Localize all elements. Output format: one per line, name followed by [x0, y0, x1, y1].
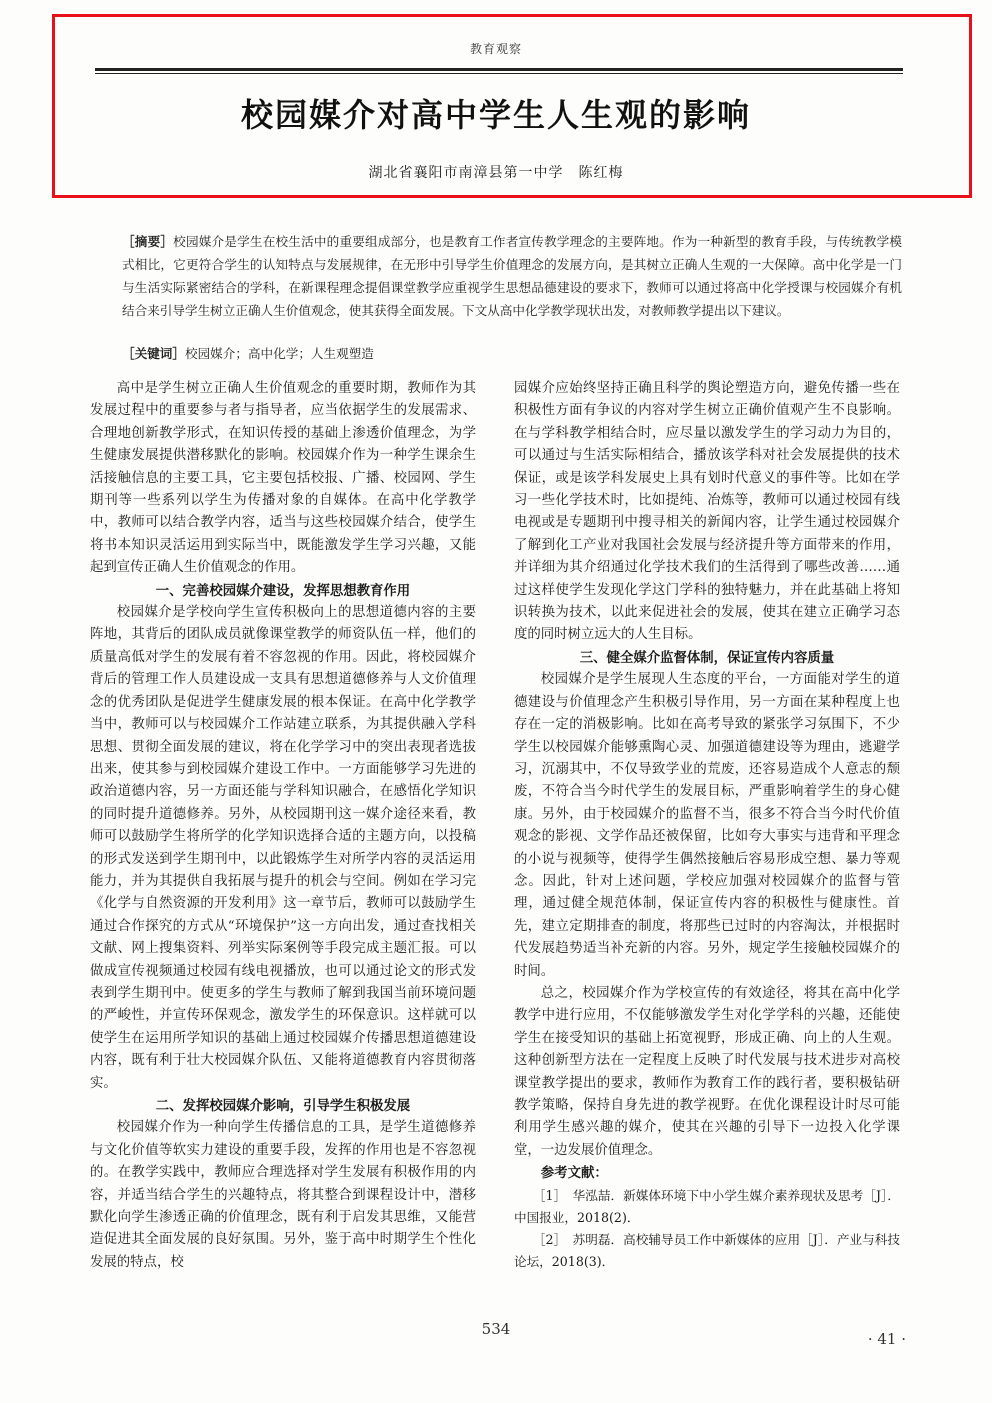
- journal-page-number: · 41 ·: [867, 1330, 906, 1348]
- body-paragraph: 高中是学生树立正确人生价值观念的重要时期，教师作为其发展过程中的重要参与者与指导者，应当依据学生的发展需求、合理地创新教学形式，在知识传授的基础上渗透价值理念，为学生健康发展提供潜移默化的影响。校园媒介作为一种学生课余生活接触信息的主要工具，它主要包括校报、广播、校园网、学生期刊等一些系列以学生为传播对象的自媒体。在高中化学教学中，教师可以结合教学内容，适当与这些校园媒介结合，使学生将书本知识灵活运用到实际当中，既能激发学生学习兴趣，又能起到宣传正确人生价值观念的作用。: [90, 381, 476, 576]
- abstract-label: ［摘要］: [122, 234, 174, 249]
- right-column: [514, 378, 900, 1273]
- header-rule-thick: [95, 68, 903, 71]
- article-title: 校园媒介对高中学生人生观的影响: [240, 96, 751, 134]
- references-title: 参考文献：: [540, 1165, 608, 1182]
- reference-item-2: ［2］ 苏明磊．高校辅导员工作中新媒体的应用［J］．产业与科技论坛，2018(3)．: [514, 1231, 900, 1269]
- keywords: [122, 345, 902, 363]
- abstract: [122, 230, 902, 322]
- body-paragraph: 校园媒介是学生展现人生态度的平台，一方面能对学生的道德建设与价值理念产生积极引导作用，另一方面在某种程度上也存在一定的消极影响。比如在高考导致的紧张学习氛围下，不少学生以校园媒介能够熏陶心灵、加强道德建设等为理由，逃避学习，沉溺其中，不仅导致学业的荒废，还容易造成个人意志的颓废，不符合当今时代学生的发展目标，严重影响着学生的身心健康。另外，由于校园媒介的监督不当，很多不符合当今时代价值观念的影视、文学作品还被保留，比如夸大事实与违背和平理念的小说与视频等，使得学生偶然接触后容易形成空想、暴力等观念。因此，针对上述问题，学校应加强对校园媒介的监督与管理，通过健全规范体制，保证宣传内容的积极性与健康性。首先，建立定期排查的制度，将那些已过时的内容淘汰，并根据时代发展趋势适当补充新的内容。另外，规定学生接触校园媒介的时间。: [514, 672, 900, 979]
- section-label: 教育观察: [469, 42, 522, 56]
- body-paragraph: 校园媒介作为一种向学生传播信息的工具，是学生道德修养与文化价值等软实力建设的重要手段，发挥的作用也是不容忽视的。在教学实践中，教师应合理选择对学生发展有积极作用的内容，并适当结合学生的兴趣特点，将其整合到课程设计中，潜移默化向学生渗透正确的价值理念，既有利于启发其思维，又能营造促进其全面发展的良好氛围。另外，鉴于高中时期学生个性化发展的特点，校: [90, 1120, 476, 1270]
- section-heading-1: 一、完善校园媒介建设，发挥思想教育作用: [155, 582, 411, 599]
- reference-item-1: ［1］ 华泓喆．新媒体环境下中小学生媒介素养现状及思考［J］．中国报业，2018(2)．: [514, 1187, 900, 1225]
- page-number: 534: [481, 1320, 511, 1338]
- author-byline: 湖北省襄阳市南漳县第一中学 陈红梅: [368, 165, 624, 181]
- section-heading-3: 三、健全媒介监督体制，保证宣传内容质量: [579, 649, 835, 666]
- body-paragraph: 校园媒介是学校向学生宣传积极向上的思想道德内容的主要阵地，其背后的团队成员就像课堂教学的师资队伍一样，他们的质量高低对学生的发展有着不容忽视的作用。因此，将校园媒介背后的管理工作人员建设成一支具有思想道德修养与人文价值理念的优秀团队是促进学生健康发展的根本保证。在高中化学教学当中，教师可以与校园媒介工作站建立联系，为其提供融入学科思想、贯彻全面发展的建议，将在化学学习中的突出表现者选拔出来，使其参与到校园媒介建设工作中。一方面能够学习先进的政治道德内容，另一方面还能与学科知识融合，在感悟化学知识的同时提升道德修养。另外，从校园期刊这一媒介途径来看，教师可以鼓励学生将所学的化学知识选择合适的主题方向，以投稿的形式发送到学生期刊中，以此锻炼学生对所学内容的灵活运用能力，并为其提供自我拓展与提升的机会与空间。例如在学习完《化学与自然资源的开发利用》这一章节后，教师可以鼓励学生通过合作探究的方式从“环境保护”这一方向出发，通过查找相关文献、网上搜集资料、列举实际案例等手段完成主题汇报。可以做成宣传视频通过校园有线电视播放，也可以通过论文的形式发表到学生期刊中。使更多的学生与教师了解到我国当前环境问题的严峻性，并宣传环保观念，激发学生的环保意识。这样就可以使学生在运用所学知识的基础上通过校园媒介传播思想道德建设内容，既有利于壮大校园媒介队伍、又能将道德教育内容贯彻落实。: [90, 605, 476, 1091]
- body-paragraph: 园媒介应始终坚持正确且科学的舆论塑造方向，避免传播一些在积极性方面有争议的内容对学生树立正确价值观产生不良影响。在与学科教学相结合时，应尽量以激发学生的学习动力为目的，可以通过与生活实际相结合，播放该学科对社会发展提供的技术保证，或是该学科发展史上具有划时代意义的事件等。比如在学习一些化学技术时，比如提纯、冶炼等，教师可以通过校园有线电视或是专题期刊中搜寻相关的新闻内容，让学生通过校园媒介了解到化工产业对我国社会发展与经济提升等方面带来的作用，并详细为其介绍通过化学技术我们的生活得到了哪些改善……通过这样使学生发现化学这门学科的独特魅力，并在此基础上将知识转换为技术，以此来促进社会的发展，使其在建立正确学习态度的同时树立远大的人生目标。: [514, 381, 900, 643]
- conclusion-paragraph: 总之，校园媒介作为学校宣传的有效途径，将其在高中化学教学中进行应用，不仅能够激发学生对化学学科的兴趣，还能使学生在接受知识的基础上拓宽视野，形成正确、向上的人生观。这种创新型方法在一定程度上反映了时代发展与技术进步对高校课堂教学提出的要求，教师作为教育工作的践行者，要积极钻研教学策略，保持自身先进的教学视野。在优化课程设计时尽可能利用学生感兴趣的媒介，使其在兴趣的引导下一边投入化学课堂，一边发展价值理念。: [514, 985, 900, 1158]
- abstract-text: 校园媒介是学生在校生活中的重要组成部分，也是教育工作者宣传教学理念的主要阵地。作为一种新型的教育手段，与传统教学模式相比，它更符合学生的认知特点与发展规律，在无形中引导学生价值理念的发展方向，是其树立正确人生观的一大保障。高中化学是一门与生活实际紧密结合的学科，在新课程理念提倡课堂教学应重视学生思想品德建设的要求下，教师可以通过将高中化学授课与校园媒介有机结合来引导学生树立正确人生价值观念，使其获得全面发展。下文从高中化学教学现状出发，对教师教学提出以下建议。: [122, 234, 903, 318]
- section-heading-2: 二、发挥校园媒介影响，引导学生积极发展: [155, 1098, 411, 1114]
- header-rule-thin: [95, 73, 903, 74]
- keywords-label: ［关键词］: [122, 346, 185, 361]
- left-column: [90, 378, 476, 1274]
- keywords-text: 校园媒介；高中化学；人生观塑造: [184, 346, 374, 361]
